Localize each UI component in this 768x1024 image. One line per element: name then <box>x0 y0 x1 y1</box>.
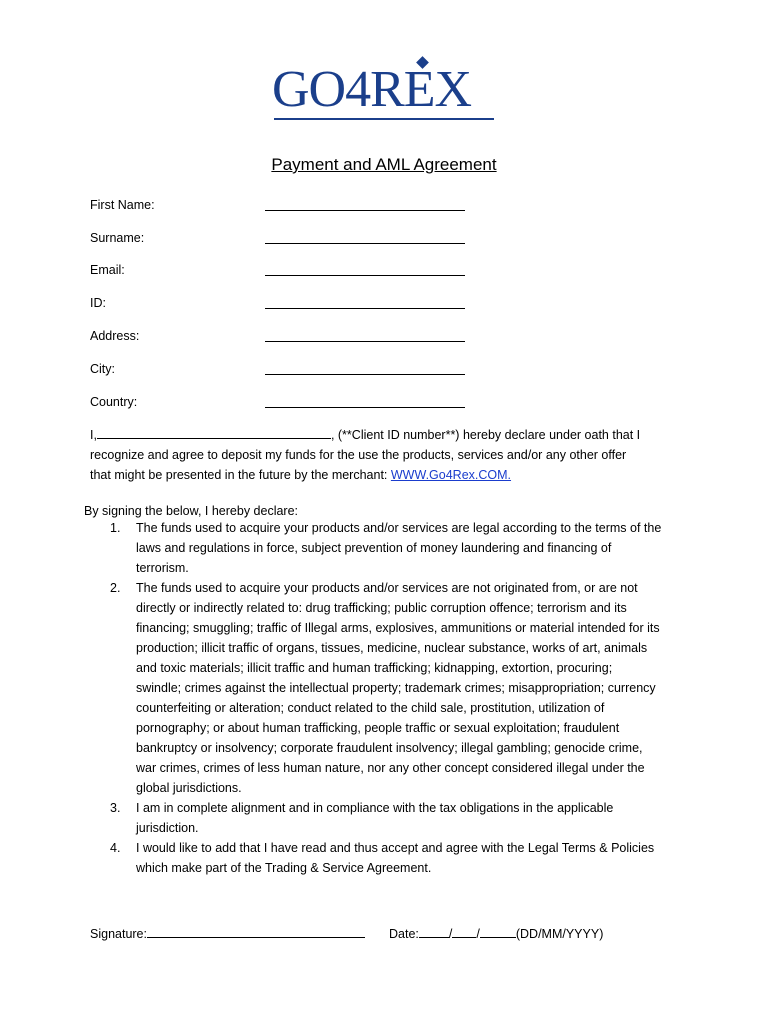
date-separator: / <box>448 927 453 941</box>
field-label: Address: <box>90 329 140 343</box>
item-line: The funds used to acquire your products and/or services are not originated from, or are not <box>136 581 638 595</box>
item-line: global jurisdictions. <box>136 781 242 795</box>
item-line: I would like to add that I have read and thus accept and agree with the Legal Terms & Policies <box>136 841 655 855</box>
item-line: directly or indirectly related to: drug trafficking; public corruption offence; terrorism and its <box>136 601 627 615</box>
item-line: pornography; or about human trafficking, people traffic or sexual exploitation; fraudulent <box>136 721 620 735</box>
declaration-line-3-text: that might be presented in the future by the merchant: <box>90 468 391 482</box>
field-address <box>90 327 470 347</box>
signature-block <box>90 924 365 944</box>
go4rex-logo <box>272 58 496 124</box>
list-number: 4. <box>110 841 121 855</box>
document-title: Payment and AML Agreement <box>271 155 497 174</box>
date-separator: / <box>476 927 480 941</box>
list-item <box>110 798 680 838</box>
declaration-prefix: I, <box>90 428 97 442</box>
signature-label: Signature: <box>90 927 147 941</box>
item-line: production; illicit traffic of organs, tissues, medicine, nuclear substance, works of art, animals <box>136 641 648 655</box>
date-year-line[interactable] <box>480 925 516 938</box>
address-input-line[interactable] <box>265 341 465 342</box>
field-label: First Name: <box>90 198 155 212</box>
date-format: (DD/MM/YYYY) <box>515 927 604 941</box>
list-item <box>110 838 680 878</box>
declaration-line-1 <box>90 425 680 445</box>
date-month-line[interactable] <box>452 925 476 938</box>
first-name-input-line[interactable] <box>265 210 465 211</box>
declaration-paragraph <box>90 425 680 485</box>
country-input-line[interactable] <box>265 407 465 408</box>
item-line: counterfeiting or alteration; conduct related to the child sale, prostitution, utilization of <box>136 701 605 715</box>
logo-text: GO4REX <box>272 61 472 118</box>
declaration-suffix: , (**Client ID number**) hereby declare under oath that I <box>330 428 641 442</box>
date-block <box>389 924 603 944</box>
field-email <box>90 261 470 281</box>
item-line: The funds used to acquire your products and/or services are legal according to the terms of the <box>136 521 662 535</box>
item-line: war crimes, crimes of less human nature, nor any other concept considered illegal under the <box>136 761 645 775</box>
item-line: financing; smuggling; traffic of Illegal arms, explosives, ammunitions or material intended for its <box>136 621 660 635</box>
list-number: 3. <box>110 801 121 815</box>
list-item <box>110 578 680 798</box>
id-input-line[interactable] <box>265 308 465 309</box>
field-label: Country: <box>90 395 138 409</box>
field-first-name <box>90 196 470 216</box>
item-line: swindle; crimes against the intellectual property; trademark crimes; misappropriation; currency <box>136 681 656 695</box>
surname-input-line[interactable] <box>265 243 465 244</box>
declaration-intro: By signing the below, I hereby declare: <box>84 504 299 518</box>
field-label: Email: <box>90 263 125 277</box>
list-item <box>110 518 680 578</box>
date-label: Date: <box>389 927 419 941</box>
city-input-line[interactable] <box>265 374 465 375</box>
item-line: and toxic materials; illicit traffic and human trafficking; kidnapping, extortion, procuring; <box>136 661 613 675</box>
declaration-line-2: recognize and agree to deposit my funds for the use the products, services and/or any other offer <box>90 448 627 462</box>
website-link[interactable]: WWW.Go4Rex.COM. <box>390 468 512 482</box>
item-line: which make part of the Trading & Service Agreement. <box>136 861 432 875</box>
field-id <box>90 294 470 314</box>
date-day-line[interactable] <box>419 925 449 938</box>
item-line: laws and regulations in force, subject prevention of money laundering and financing of <box>136 541 612 555</box>
field-label: ID: <box>90 296 106 310</box>
field-label: Surname: <box>90 231 145 245</box>
signature-line[interactable] <box>147 925 365 938</box>
declaration-line-3 <box>90 465 680 485</box>
logo-underline <box>274 118 494 120</box>
declaration-list <box>110 518 680 878</box>
item-line: I am in complete alignment and in compliance with the tax obligations in the applicable <box>136 801 614 815</box>
item-line: jurisdiction. <box>136 821 199 835</box>
field-country <box>90 393 470 413</box>
list-number: 1. <box>110 521 121 535</box>
email-input-line[interactable] <box>265 275 465 276</box>
field-surname <box>90 229 470 249</box>
item-line: terrorism. <box>136 561 189 575</box>
list-number: 2. <box>110 581 121 595</box>
field-label: City: <box>90 362 115 376</box>
field-city <box>90 360 470 380</box>
name-blank-line[interactable] <box>97 426 331 439</box>
item-line: bankruptcy or insolvency; corporate fraudulent insolvency; illegal gambling; genocide crime, <box>136 741 643 755</box>
